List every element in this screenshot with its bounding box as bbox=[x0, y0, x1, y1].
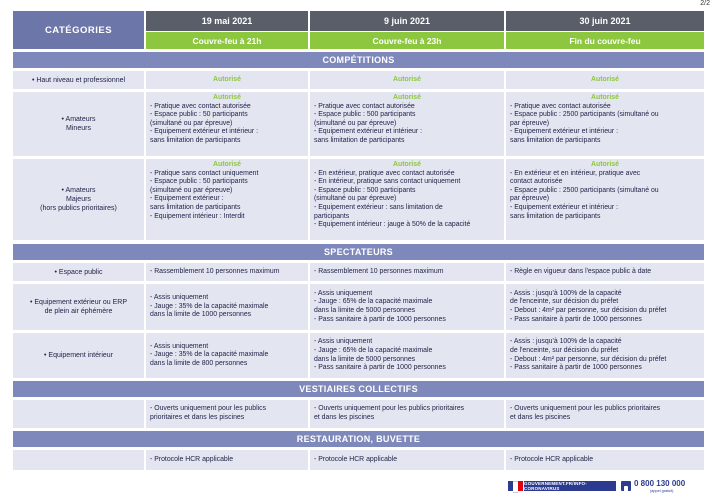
cell-equipement-exterieur-col2: - Assis uniquement - Jauge : 65% de la capacité maximale dans la limite de 5000 personnes - Pass sanitaire à partir de 1000 personnes bbox=[310, 284, 504, 330]
rules-text: - Pratique avec contact autorisée - Espace public : 50 participants (simultané ou par épreuve) - Equipement extérieur et intérieur : sans limitation de participants bbox=[150, 102, 259, 144]
section-vestiaires-title: VESTIAIRES COLLECTIFS bbox=[13, 381, 704, 397]
cell-amateurs-mineurs-col1 bbox=[146, 92, 308, 156]
column-1-date: 19 mai 2021 bbox=[146, 11, 308, 31]
category-restauration bbox=[13, 450, 144, 470]
status-authorized: Autorisé bbox=[213, 94, 241, 101]
status-authorized: Autorisé bbox=[591, 75, 619, 83]
category-amateurs-majeurs: • Amateurs Majeurs (hors publics prioritaires) bbox=[13, 159, 144, 240]
category-espace-public: • Espace public bbox=[13, 263, 144, 281]
cell-amateurs-mineurs-col2 bbox=[310, 92, 504, 156]
rules-text: - Pratique sans contact uniquement - Espace public : 50 participants (simultané ou par épreuve) - Equipement extérieur : sans limitation de participants - Equipement intérieur : Interdit bbox=[150, 169, 259, 220]
cell-espace-public-col3: - Règle en vigueur dans l'espace public à date bbox=[506, 263, 704, 281]
french-flag-icon bbox=[508, 481, 523, 491]
phone-icon bbox=[621, 481, 631, 491]
cell-amateurs-majeurs-col1 bbox=[146, 159, 308, 240]
category-vestiaires bbox=[13, 400, 144, 428]
status-authorized: Autorisé bbox=[591, 94, 619, 101]
cell-amateurs-majeurs-col2 bbox=[310, 159, 504, 240]
cell-equipement-interieur-col2: - Assis uniquement - Jauge : 65% de la capacité maximale dans la limite de 5000 personnes - Pass sanitaire à partir de 1000 personnes bbox=[310, 333, 504, 378]
column-1-curfew: Couvre-feu à 21h bbox=[146, 32, 308, 49]
rules-text: - En extérieur et en intérieur, pratique avec contact autorisée - Espace public : 2500 participants (simultané ou par épreuve) - Equipement extérieur et intérieur : sans limitation de participants bbox=[510, 169, 659, 220]
status-authorized: Autorisé bbox=[213, 161, 241, 168]
cell-espace-public-col1: - Rassemblement 10 personnes maximum bbox=[146, 263, 308, 281]
cell-equipement-exterieur-col1: - Assis uniquement - Jauge : 35% de la capacité maximale dans la limite de 1000 personnes bbox=[146, 284, 308, 330]
category-equipement-exterieur: • Equipement extérieur ou ERP de plein air éphémère bbox=[13, 284, 144, 330]
cell-equipement-exterieur-col3: - Assis : jusqu'à 100% de la capacité de l'enceinte, sur décision du préfet - Debout : 4m² par personne, sur décision du préfet - Pass sanitaire à partir de 1000 personnes bbox=[506, 284, 704, 330]
gov-info-banner: GOUVERNEMENT.FR/INFO-CORONAVIRUS bbox=[524, 481, 616, 491]
hotline-number: 0 800 130 000 bbox=[634, 479, 686, 488]
rules-text: - En extérieur, pratique avec contact autorisée - En intérieur, pratique sans contact uniquement - Espace public : 500 participants (simultané ou par épreuve) - Equipement extérieur : sans limitation de participants - Equipement intérieur : jauge à 50% de la capacité bbox=[314, 169, 471, 229]
cell-espace-public-col2: - Rassemblement 10 personnes maximum bbox=[310, 263, 504, 281]
section-restauration-title: RESTAURATION, BUVETTE bbox=[13, 431, 704, 447]
section-spectateurs-title: SPECTATEURS bbox=[13, 244, 704, 260]
status-authorized: Autorisé bbox=[213, 75, 241, 83]
column-3-curfew: Fin du couvre-feu bbox=[506, 32, 704, 49]
category-haut-niveau: • Haut niveau et professionnel bbox=[13, 71, 144, 89]
cell-restauration-col1: - Protocole HCR applicable bbox=[146, 450, 308, 470]
rules-text: - Pratique avec contact autorisée - Espace public : 2500 participants (simultané ou par épreuve) - Equipement extérieur et intérieur : sans limitation de participants bbox=[510, 102, 659, 144]
rules-text: - Pratique avec contact autorisée - Espace public : 500 participants (simultané ou par épreuve) - Equipement extérieur et intérieur : sans limitation de participants bbox=[314, 102, 423, 144]
cell-vestiaires-col2: - Ouverts uniquement pour les publics prioritaires et dans les piscines bbox=[310, 400, 504, 428]
status-authorized: Autorisé bbox=[393, 75, 421, 83]
column-2-date: 9 juin 2021 bbox=[310, 11, 504, 31]
cell-vestiaires-col3: - Ouverts uniquement pour les publics prioritaires et dans les piscines bbox=[506, 400, 704, 428]
section-competitions-title: COMPÉTITIONS bbox=[13, 52, 704, 68]
category-equipement-interieur: • Equipement intérieur bbox=[13, 333, 144, 378]
status-authorized: Autorisé bbox=[393, 161, 421, 168]
cell-vestiaires-col1: - Ouverts uniquement pour les publics prioritaires et dans les piscines bbox=[146, 400, 308, 428]
cell-equipement-interieur-col3: - Assis : jusqu'à 100% de la capacité de l'enceinte, sur décision du préfet - Debout : 4m² par personne, sur décision du préfet - Pass sanitaire à partir de 1000 personnes bbox=[506, 333, 704, 378]
cell-equipement-interieur-col1: - Assis uniquement - Jauge : 35% de la capacité maximale dans la limite de 800 personnes bbox=[146, 333, 308, 378]
hotline-note: (appel gratuit) bbox=[650, 489, 674, 493]
column-3-date: 30 juin 2021 bbox=[506, 11, 704, 31]
category-amateurs-mineurs: • Amateurs Mineurs bbox=[13, 92, 144, 156]
cell-haut-niveau-col3 bbox=[506, 71, 704, 89]
cell-haut-niveau-col1 bbox=[146, 71, 308, 89]
column-2-curfew: Couvre-feu à 23h bbox=[310, 32, 504, 49]
cell-amateurs-majeurs-col3 bbox=[506, 159, 704, 240]
categories-header: CATÉGORIES bbox=[13, 11, 144, 49]
status-authorized: Autorisé bbox=[393, 94, 421, 101]
cell-restauration-col2: - Protocole HCR applicable bbox=[310, 450, 504, 470]
page-number: 2/2 bbox=[700, 0, 710, 7]
cell-amateurs-mineurs-col3 bbox=[506, 92, 704, 156]
cell-restauration-col3: - Protocole HCR applicable bbox=[506, 450, 704, 470]
cell-haut-niveau-col2 bbox=[310, 71, 504, 89]
status-authorized: Autorisé bbox=[591, 161, 619, 168]
